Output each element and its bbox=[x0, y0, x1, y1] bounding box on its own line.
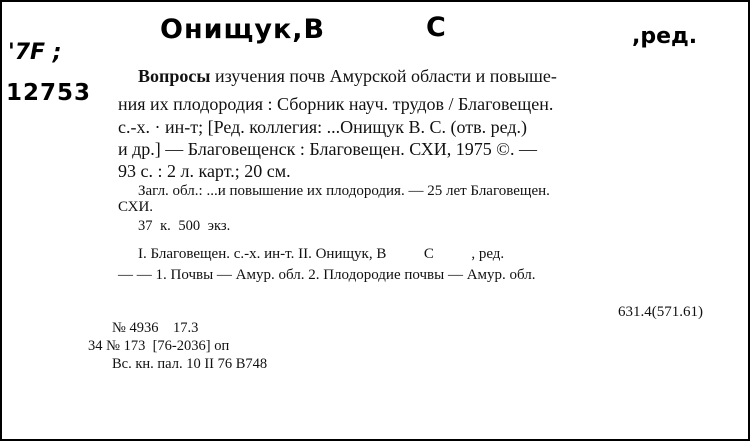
description-line-5: 93 с. : 2 л. карт.; 20 см. bbox=[118, 161, 291, 181]
description-first-word: Вопросы bbox=[138, 66, 211, 86]
description-line-4: и др.] — Благовещенск : Благовещен. СХИ, 1975 ©. — bbox=[118, 139, 537, 159]
registry-line-2: 34 № 173 [76-2036] оп bbox=[88, 338, 230, 354]
tracings-line-1: I. Благовещен. с.-х. ин-т. II. Онищук, В С , ред. bbox=[138, 246, 505, 262]
handwritten-role: ,ред. bbox=[632, 24, 698, 49]
price-copies: 37 к. 500 экз. bbox=[138, 218, 231, 234]
cover-title-note-line-2: СХИ. bbox=[118, 199, 154, 215]
tracings-line-2: — — 1. Почвы — Амур. обл. 2. Плодородие почвы — Амур. обл. bbox=[118, 267, 536, 283]
handwritten-initial: С bbox=[426, 12, 446, 43]
description-line-2: ния их плодородия : Сборник науч. трудов / Благовещен. bbox=[118, 94, 554, 114]
description-line-1 bbox=[138, 66, 557, 87]
handwritten-mark-number: 12753 bbox=[6, 80, 92, 106]
registry-line-1: № 4936 17.3 bbox=[112, 320, 199, 336]
registry-line-3: Вс. кн. пал. 10 II 76 В748 bbox=[112, 356, 268, 372]
classification-index: 631.4(571.61) bbox=[618, 304, 703, 320]
description-line-1-rest: изучения почв Амурской области и повыше- bbox=[210, 66, 557, 86]
handwritten-mark-top: '7F ; bbox=[8, 40, 62, 65]
cover-title-note-line-1: Загл. обл.: ...и повышение их плодородия. — 25 лет Благовещен. bbox=[138, 183, 550, 199]
handwritten-author-name: Онищук,В bbox=[160, 14, 326, 45]
description-line-3: с.-х. · ин-т; [Ред. коллегия: ...Онищук В. С. (отв. ред.) bbox=[118, 117, 528, 137]
